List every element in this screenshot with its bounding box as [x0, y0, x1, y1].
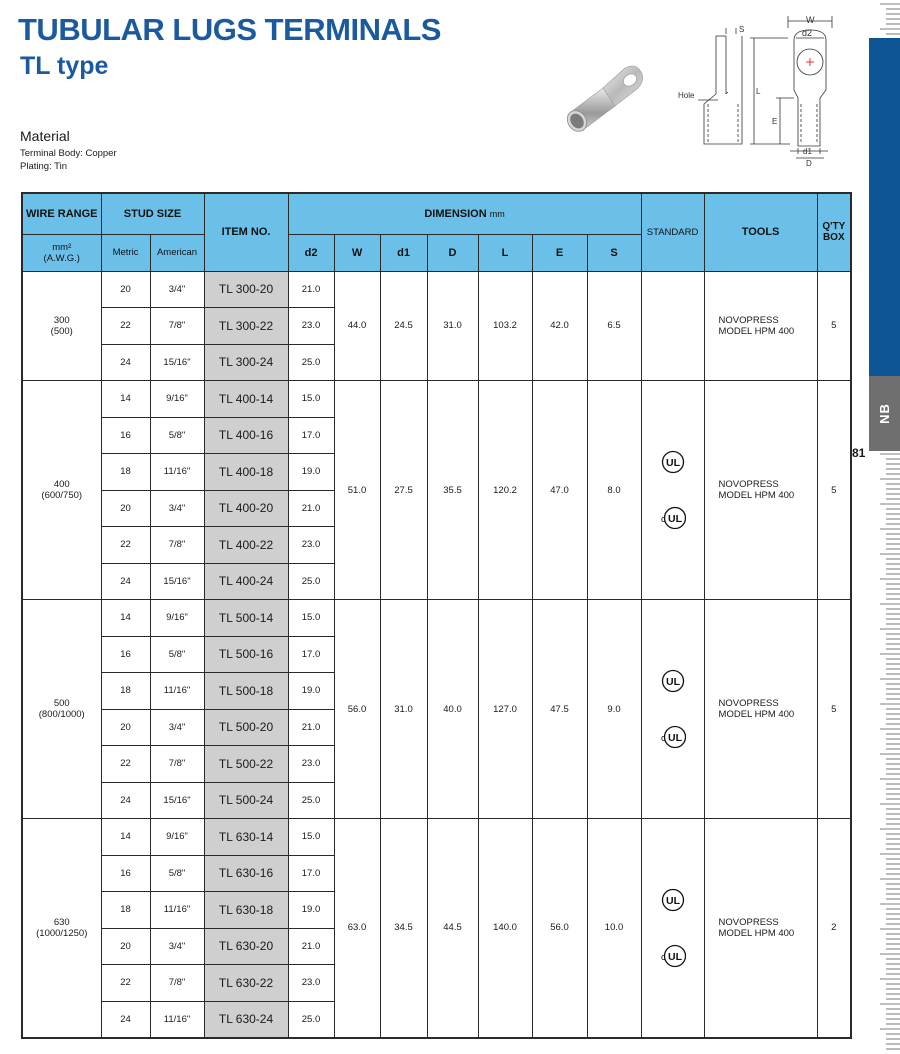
metric-cell: 18: [101, 454, 150, 491]
header-wire-range: WIRE RANGE: [22, 193, 101, 234]
metric-cell: 18: [101, 673, 150, 710]
header-stud-size: STUD SIZE: [101, 193, 204, 234]
material-body: Terminal Body: Copper: [20, 148, 117, 159]
cul-certification-icon: [660, 505, 686, 531]
d-cell: 31.0: [427, 271, 478, 381]
d-cell: 44.5: [427, 819, 478, 1038]
metric-cell: 20: [101, 928, 150, 965]
item-no-cell: TL 300-22: [204, 308, 288, 345]
header-w: W: [334, 234, 380, 271]
d2-cell: 17.0: [288, 636, 334, 673]
american-cell: 7/8": [150, 308, 204, 345]
metric-cell: 14: [101, 600, 150, 637]
d2-cell: 25.0: [288, 782, 334, 819]
metric-cell: 24: [101, 1001, 150, 1038]
d2-cell: 15.0: [288, 600, 334, 637]
d2-cell: 21.0: [288, 271, 334, 308]
american-cell: 7/8": [150, 527, 204, 564]
page-subtitle: TL type: [20, 52, 109, 80]
d2-cell: 19.0: [288, 454, 334, 491]
qty-cell: 5: [817, 381, 851, 600]
d2-cell: 25.0: [288, 1001, 334, 1038]
d2-cell: 23.0: [288, 527, 334, 564]
l-cell: 103.2: [478, 271, 532, 381]
w-cell: 63.0: [334, 819, 380, 1038]
lug-dimension-drawing: [670, 8, 845, 168]
item-no-cell: TL 500-18: [204, 673, 288, 710]
svg-text:UL: UL: [667, 950, 682, 963]
material-plating: Plating: Tin: [20, 161, 67, 172]
e-cell: 47.0: [532, 381, 587, 600]
wire-range-cell: 400 (600/750): [22, 381, 101, 600]
page-number: 81: [852, 446, 866, 460]
item-no-cell: TL 500-22: [204, 746, 288, 783]
cul-certification-icon: [660, 943, 686, 969]
item-no-cell: TL 400-24: [204, 563, 288, 600]
item-no-cell: TL 400-22: [204, 527, 288, 564]
metric-cell: 24: [101, 563, 150, 600]
metric-cell: 16: [101, 855, 150, 892]
item-no-cell: TL 500-16: [204, 636, 288, 673]
diagram-label-s: S: [739, 25, 745, 34]
metric-cell: 14: [101, 819, 150, 856]
d1-cell: 31.0: [380, 600, 427, 819]
e-cell: 47.5: [532, 600, 587, 819]
ul-certification-icon: [660, 668, 686, 694]
d2-cell: 15.0: [288, 819, 334, 856]
w-cell: 51.0: [334, 381, 380, 600]
item-no-cell: TL 630-14: [204, 819, 288, 856]
d1-cell: 34.5: [380, 819, 427, 1038]
american-cell: 5/8": [150, 636, 204, 673]
metric-cell: 20: [101, 271, 150, 308]
s-cell: 8.0: [587, 381, 641, 600]
d2-cell: 25.0: [288, 344, 334, 381]
diagram-label-d: D: [806, 159, 812, 168]
qty-cell: 2: [817, 819, 851, 1038]
metric-cell: 24: [101, 782, 150, 819]
svg-text:UL: UL: [667, 732, 682, 744]
header-metric: Metric: [101, 234, 150, 271]
d2-cell: 23.0: [288, 965, 334, 1002]
american-cell: 11/16": [150, 1001, 204, 1038]
d1-cell: 24.5: [380, 271, 427, 381]
item-no-cell: TL 630-16: [204, 855, 288, 892]
header-l: L: [478, 234, 532, 271]
qty-cell: 5: [817, 600, 851, 819]
header-d1: d1: [380, 234, 427, 271]
d1-cell: 27.5: [380, 381, 427, 600]
s-cell: 6.5: [587, 271, 641, 381]
standard-cell: [641, 271, 704, 308]
metric-cell: 20: [101, 709, 150, 746]
l-cell: 120.2: [478, 381, 532, 600]
table-row: [22, 600, 851, 637]
american-cell: 7/8": [150, 746, 204, 783]
metric-cell: 22: [101, 746, 150, 783]
metric-cell: 22: [101, 965, 150, 1002]
d2-cell: 19.0: [288, 673, 334, 710]
metric-cell: 22: [101, 308, 150, 345]
metric-cell: 14: [101, 381, 150, 418]
svg-text:c: c: [660, 514, 666, 524]
american-cell: 3/4": [150, 709, 204, 746]
american-cell: 9/16": [150, 819, 204, 856]
s-cell: 9.0: [587, 600, 641, 819]
header-s: S: [587, 234, 641, 271]
qty-cell: 5: [817, 271, 851, 381]
wire-range-cell: 500 (800/1000): [22, 600, 101, 819]
svg-text:UL: UL: [665, 676, 680, 688]
header-d: D: [427, 234, 478, 271]
tools-cell: NOVOPRESS MODEL HPM 400: [704, 381, 817, 600]
material-heading: Material: [20, 128, 70, 144]
svg-text:UL: UL: [665, 894, 680, 907]
standard-cell: [641, 381, 704, 600]
item-no-cell: TL 500-14: [204, 600, 288, 637]
d2-cell: 21.0: [288, 709, 334, 746]
table-row: [22, 819, 851, 856]
american-cell: 7/8": [150, 965, 204, 1002]
ul-certification-icon: [660, 887, 686, 913]
d2-cell: 15.0: [288, 381, 334, 418]
american-cell: 11/16": [150, 454, 204, 491]
d2-cell: 21.0: [288, 490, 334, 527]
svg-text:UL: UL: [665, 457, 680, 469]
american-cell: 3/4": [150, 490, 204, 527]
diagram-label-l: L: [756, 87, 761, 96]
diagram-label-d1: d1: [803, 147, 812, 156]
header-standard: STANDARD: [641, 193, 704, 271]
header-american: American: [150, 234, 204, 271]
american-cell: 5/8": [150, 855, 204, 892]
item-no-cell: TL 400-16: [204, 417, 288, 454]
header-item-no: ITEM NO.: [204, 193, 288, 271]
item-no-cell: TL 500-24: [204, 782, 288, 819]
american-cell: 11/16": [150, 673, 204, 710]
metric-cell: 16: [101, 636, 150, 673]
w-cell: 44.0: [334, 271, 380, 381]
header-dimension: DIMENSION mm: [288, 193, 641, 234]
item-no-cell: TL 300-20: [204, 271, 288, 308]
l-cell: 127.0: [478, 600, 532, 819]
diagram-label-e: E: [772, 117, 778, 126]
d2-cell: 17.0: [288, 417, 334, 454]
svg-text:c: c: [660, 733, 666, 743]
diagram-label-w: W: [806, 15, 815, 25]
e-cell: 56.0: [532, 819, 587, 1038]
ruler-tick-marks: [880, 0, 900, 1054]
d2-cell: 25.0: [288, 563, 334, 600]
metric-cell: 22: [101, 527, 150, 564]
diagram-label-hole: Hole: [678, 91, 695, 100]
american-cell: 15/16": [150, 782, 204, 819]
metric-cell: 16: [101, 417, 150, 454]
american-cell: 3/4": [150, 928, 204, 965]
wire-range-cell: 300 (500): [22, 271, 101, 381]
item-no-cell: TL 630-18: [204, 892, 288, 929]
item-no-cell: TL 630-24: [204, 1001, 288, 1038]
item-no-cell: TL 400-20: [204, 490, 288, 527]
svg-text:UL: UL: [667, 513, 682, 525]
american-cell: 5/8": [150, 417, 204, 454]
d2-cell: 21.0: [288, 928, 334, 965]
metric-cell: 24: [101, 344, 150, 381]
tools-cell: NOVOPRESS MODEL HPM 400: [704, 271, 817, 381]
d-cell: 35.5: [427, 381, 478, 600]
s-cell: 10.0: [587, 819, 641, 1038]
d2-cell: 17.0: [288, 855, 334, 892]
spec-table: [21, 192, 852, 1039]
ul-certification-icon: [660, 449, 686, 475]
standard-cell: [641, 308, 704, 345]
d2-cell: 23.0: [288, 308, 334, 345]
svg-text:c: c: [660, 951, 666, 962]
american-cell: 11/16": [150, 892, 204, 929]
american-cell: 9/16": [150, 381, 204, 418]
cul-certification-icon: [660, 724, 686, 750]
american-cell: 15/16": [150, 563, 204, 600]
sidebar-tab-label: NB: [877, 403, 892, 424]
page-title: TUBULAR LUGS TERMINALS: [18, 12, 441, 47]
american-cell: 9/16": [150, 600, 204, 637]
metric-cell: 20: [101, 490, 150, 527]
item-no-cell: TL 500-20: [204, 709, 288, 746]
d2-cell: 19.0: [288, 892, 334, 929]
item-no-cell: TL 400-18: [204, 454, 288, 491]
item-no-cell: TL 630-22: [204, 965, 288, 1002]
d-cell: 40.0: [427, 600, 478, 819]
header-wire-units: mm² (A.W.G.): [22, 234, 101, 271]
table-row: [22, 381, 851, 418]
diagram-label-d2: d2: [802, 28, 813, 38]
standard-cell: [641, 344, 704, 381]
item-no-cell: TL 300-24: [204, 344, 288, 381]
item-no-cell: TL 400-14: [204, 381, 288, 418]
header-d2: d2: [288, 234, 334, 271]
w-cell: 56.0: [334, 600, 380, 819]
metric-cell: 18: [101, 892, 150, 929]
lug-photo-image: [563, 60, 645, 138]
standard-cell: [641, 600, 704, 819]
header-tools: TOOLS: [704, 193, 817, 271]
standard-cell: [641, 819, 704, 1038]
table-row: [22, 271, 851, 308]
tools-cell: NOVOPRESS MODEL HPM 400: [704, 819, 817, 1038]
american-cell: 3/4": [150, 271, 204, 308]
header-qty-box: Q'TY BOX: [817, 193, 851, 271]
american-cell: 15/16": [150, 344, 204, 381]
d2-cell: 23.0: [288, 746, 334, 783]
wire-range-cell: 630 (1000/1250): [22, 819, 101, 1038]
e-cell: 42.0: [532, 271, 587, 381]
header-e: E: [532, 234, 587, 271]
tools-cell: NOVOPRESS MODEL HPM 400: [704, 600, 817, 819]
l-cell: 140.0: [478, 819, 532, 1038]
item-no-cell: TL 630-20: [204, 928, 288, 965]
